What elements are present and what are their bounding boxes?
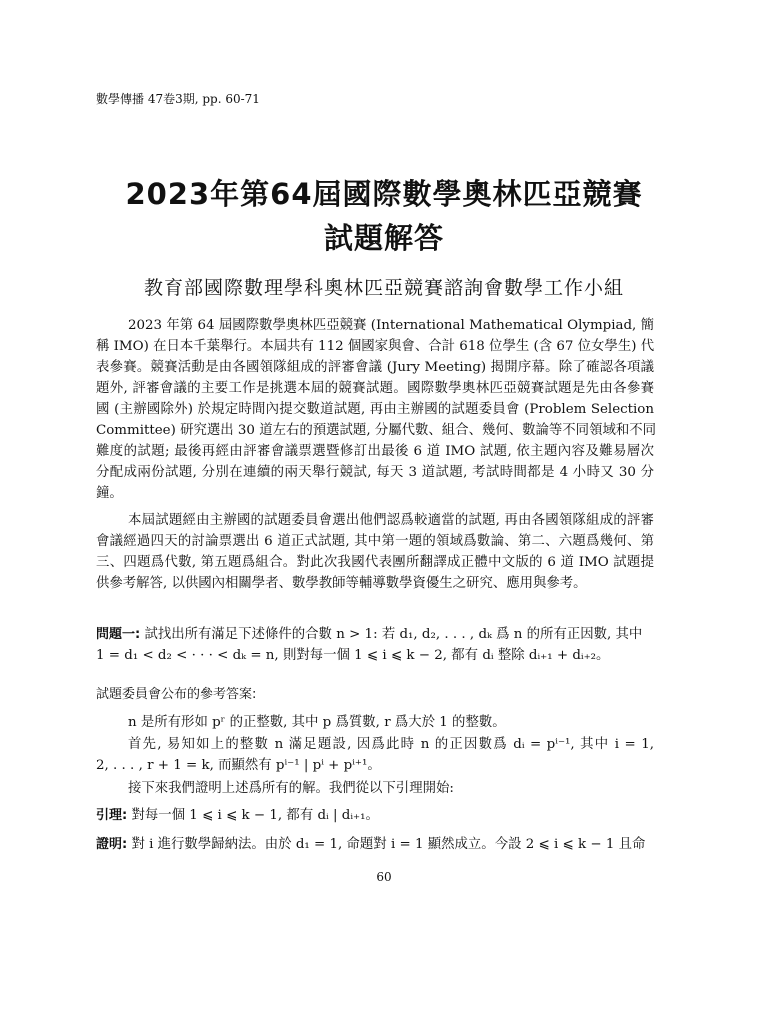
problem-text-line2: 1 = d₁ < d₂ < · · · < dₖ = n, 則對每一個 1 ⩽ i ⩽ k − 2, 都有 dᵢ 整除 dᵢ₊₁ + dᵢ₊₂。: [96, 648, 610, 663]
lemma-text: 對每一個 1 ⩽ i ⩽ k − 1, 都有 dᵢ | dᵢ₊₁。: [131, 808, 379, 823]
para2-line: 供參考解答, 以供國內相關學者、數學教師等輔導數學資優生之研究、應用與參考。: [96, 576, 587, 591]
proof-text: 對 i 進行數學歸納法。由於 d₁ = 1, 命題對 i = 1 顯然成立。今設 2 ⩽ i ⩽ k − 1 且命: [131, 837, 646, 852]
intro-line: 稱 IMO) 在日本千葉舉行。本屆共有 112 個國家與會、合計 618 位學生 (含 67 位女學生) 代: [96, 339, 655, 354]
intro-line: 2023 年第 64 屆國際數學奧林匹亞競賽 (International Mathematical Olympiad, 簡: [128, 318, 654, 333]
answer-line: n 是所有形如 pʳ 的正整數, 其中 p 爲質數, r 爲大於 1 的整數。: [128, 715, 506, 730]
problem-label: 問題一:: [96, 627, 141, 642]
proof-label: 證明:: [96, 837, 128, 852]
intro-line: Committee) 研究選出 30 道左右的預選試題, 分屬代數、組合、幾何、數論等不同領域和不同: [96, 423, 657, 438]
answer-line: 首先, 易知如上的整數 n 滿足題設, 因爲此時 n 的正因數爲 dᵢ = pⁱ⁻¹, 其中 i = 1,: [128, 737, 654, 752]
answer-line: 2, . . . , r + 1 = k, 而顯然有 pⁱ⁻¹ | pⁱ + pⁱ⁺¹。: [96, 758, 381, 773]
para2-line: 會議經過四天的討論票選出 6 道正式試題, 其中第一題的領域爲數論、第二、六題爲幾何、第: [96, 534, 654, 549]
paper-authors: 教育部國際數理學科奧林匹亞競賽諮詢會數學工作小組: [143, 277, 624, 299]
page-number: 60: [376, 870, 392, 884]
intro-line: 分配成兩份試題, 分別在連續的兩天舉行競試, 每天 3 道試題, 考試時間都是 4 小時又 30 分: [96, 465, 654, 480]
paper-title-line2: 試題解答: [323, 221, 444, 255]
lemma-label: 引理:: [96, 808, 128, 823]
intro-line: 鐘。: [96, 486, 123, 501]
answer-heading: 試題委員會公布的參考答案:: [96, 687, 257, 702]
intro-line: 國 (主辦國除外) 於規定時間內提交數道試題, 再由主辦國的試題委員會 (Problem Selection: [96, 402, 654, 417]
intro-line: 表參賽。競賽活動是由各國領隊組成的評審會議 (Jury Meeting) 揭開序幕。除了確認各項議: [96, 360, 654, 375]
answer-line: 接下來我們證明上述爲所有的解。我們從以下引理開始:: [128, 781, 454, 796]
intro-line: 題外, 評審會議的主要工作是挑選本屆的競賽試題。國際數學奧林匹亞競賽試題是先由各參賽: [96, 381, 654, 396]
journal-header: 數學傳播 47卷3期, pp. 60-71: [96, 92, 260, 106]
para2-line: 三、四題爲代數, 第五題爲組合。對此次我國代表團所翻譯成正體中文版的 6 道 IMO 試題提: [96, 555, 654, 570]
problem-text-line1: 試找出所有滿足下述條件的合數 n > 1: 若 d₁, d₂, . . . , dₖ 爲 n 的所有正因數, 其中: [144, 627, 643, 642]
para2-line: 本屆試題經由主辦國的試題委員會選出他們認爲較適當的試題, 再由各國領隊組成的評審: [128, 513, 654, 528]
paper-title-line1: 2023年第64屆國際數學奧林匹亞競賽: [125, 177, 643, 211]
intro-line: 難度的試題; 最後再經由評審會議票選暨修訂出最後 6 道 IMO 試題, 依主題內容及難易層次: [96, 444, 654, 459]
